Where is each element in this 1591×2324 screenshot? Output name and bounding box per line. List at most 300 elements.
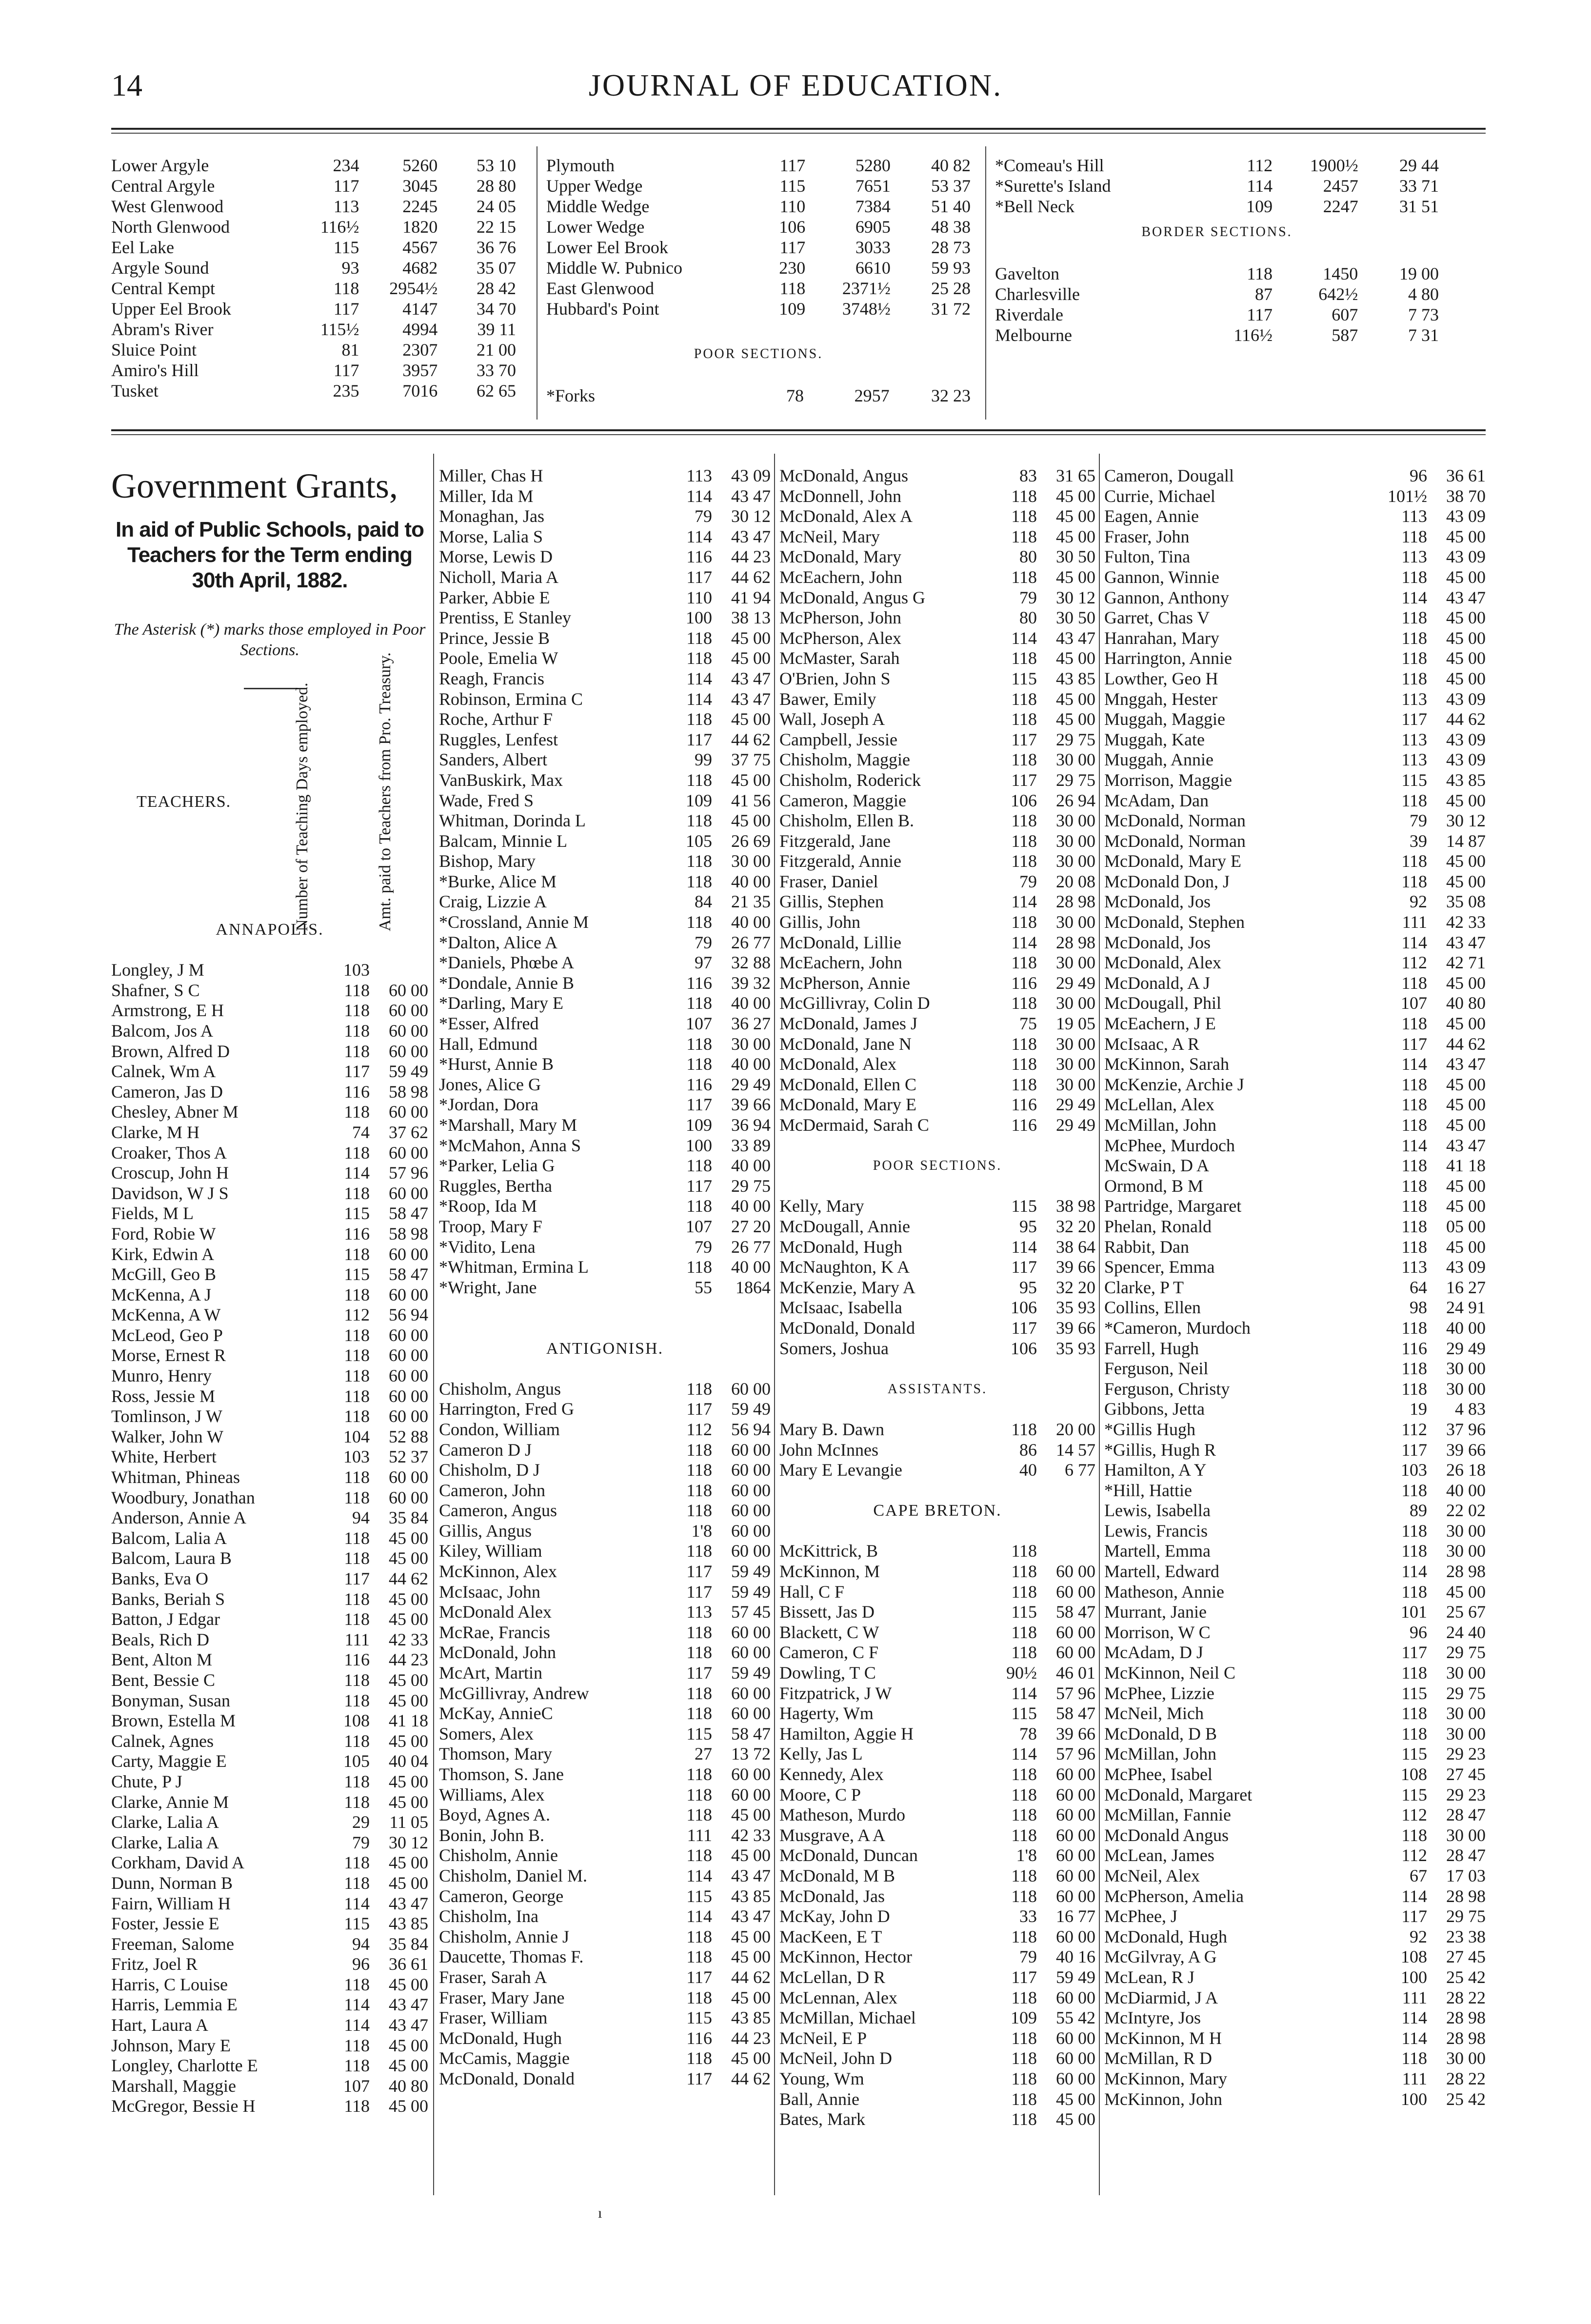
amount-paid: 35 08: [1446, 892, 1486, 912]
amount-paid: 43 85: [731, 2008, 771, 2028]
teacher-name: McKenzie, Mary A: [779, 1277, 915, 1297]
teacher-name: McKinnon, Hector: [779, 1947, 912, 1967]
amount-paid: 39 32: [731, 973, 771, 993]
teaching-days: 115: [1401, 770, 1427, 790]
teaching-days: 117: [686, 729, 712, 749]
spacer: [111, 940, 428, 961]
amount-paid: [1037, 1541, 1095, 1562]
cell-value: 2245: [402, 197, 438, 216]
teaching-days: 98: [1410, 1298, 1427, 1318]
teacher-name: McPhee, Isabel: [1104, 1764, 1213, 1784]
amount-paid: 58 47: [389, 1203, 428, 1223]
teacher-row: [1104, 872, 1486, 892]
teaching-days: 79: [1019, 1947, 1037, 1967]
teacher-row: [779, 1278, 1095, 1298]
amount-paid: 45 00: [731, 1805, 771, 1825]
teaching-days: 114: [1401, 1135, 1427, 1155]
amount-paid: 29 49: [1446, 1338, 1486, 1358]
teacher-name: Foster, Jessie E: [111, 1914, 219, 1934]
amount-paid: 30 00: [1446, 1723, 1486, 1743]
teacher-row: [779, 1237, 1095, 1258]
amount-paid: 29 75: [1056, 770, 1095, 790]
teaching-days: 118: [686, 851, 712, 871]
teacher-name: Hamilton, Aggie H: [779, 1723, 914, 1743]
teacher-row: [439, 973, 771, 994]
teacher-name: Hanrahan, Mary: [1104, 628, 1219, 648]
cell-value: 78: [786, 386, 804, 405]
spacer: [779, 1359, 1095, 1379]
amount-paid: 60 00: [389, 1487, 428, 1507]
teaching-days: 109: [686, 790, 712, 810]
teacher-name: *Parker, Lelia G: [439, 1156, 555, 1176]
teacher-row: [111, 1711, 428, 1731]
teaching-days: 74: [352, 1122, 370, 1142]
table-row: [111, 360, 516, 381]
table-row: [546, 299, 971, 319]
teacher-name: McDonald, M B: [779, 1865, 895, 1885]
cell-value: 1820: [402, 217, 438, 237]
teacher-row: [1104, 1724, 1486, 1744]
teacher-row: [779, 912, 1095, 933]
teaching-days: 99: [695, 750, 712, 770]
teacher-name: Bent, Bessie C: [111, 1670, 215, 1690]
amount-paid: 45 00: [389, 1792, 428, 1812]
teacher-name: Morse, Lewis D: [439, 547, 553, 567]
teacher-name: Cameron, Maggie: [779, 790, 906, 810]
teaching-days: 118: [686, 1480, 712, 1500]
teaching-days: 118: [1401, 851, 1427, 871]
teacher-row: [439, 1825, 771, 1846]
cell-value: 118: [1247, 264, 1273, 283]
amount-paid: 60 00: [731, 1480, 771, 1500]
section-name: Riverdale: [995, 305, 1063, 324]
teacher-row: [779, 953, 1095, 973]
amount-paid: 41 18: [389, 1711, 428, 1731]
teacher-row: [1104, 1967, 1486, 1988]
teaching-days: 117: [686, 567, 712, 587]
teacher-name: Parker, Abbie E: [439, 587, 550, 607]
amount-paid: 1864: [736, 1277, 771, 1297]
teaching-days: 90½: [1006, 1663, 1037, 1683]
teacher-name: Cameron D J: [439, 1440, 532, 1460]
teacher-name: McDonald, A J: [1104, 973, 1211, 993]
teacher-row: [779, 1602, 1095, 1623]
teaching-days: 117: [1011, 770, 1037, 790]
teaching-days: 115: [686, 1886, 712, 1906]
teacher-row: [439, 588, 771, 608]
teacher-row: [1104, 1399, 1486, 1420]
teacher-name: *Dalton, Alice A: [439, 932, 557, 952]
poor-sections-heading: POOR SECTIONS.: [694, 346, 823, 361]
teacher-row: [439, 486, 771, 507]
teacher-row: [779, 1034, 1095, 1055]
teacher-name: Cameron, Angus: [439, 1501, 557, 1521]
table-row: [111, 258, 516, 278]
section-name: West Glenwood: [111, 197, 224, 216]
teaching-days: 118: [1401, 1156, 1427, 1176]
teacher-name: Chute, P J: [111, 1771, 182, 1791]
teacher-name: McDougall, Annie: [779, 1216, 910, 1236]
amount-paid: 43 47: [731, 1906, 771, 1926]
cell-value: 2307: [402, 340, 438, 360]
teacher-row: [779, 2048, 1095, 2069]
teacher-row: [111, 1001, 428, 1021]
teacher-row: [439, 1663, 771, 1683]
amount-paid: 43 09: [1446, 547, 1486, 567]
teacher-name: Chisholm, Angus: [439, 1379, 561, 1399]
teacher-name: McKenna, A W: [111, 1305, 221, 1325]
teaching-days: 107: [343, 2076, 370, 2096]
teaching-days: 118: [1401, 871, 1427, 891]
amount-paid: 40 00: [731, 1257, 771, 1277]
teacher-row: [111, 960, 428, 981]
teacher-row: [779, 1764, 1095, 1785]
amount-paid: 16 77: [1056, 1906, 1095, 1926]
amount-paid: 36 27: [731, 1014, 771, 1034]
teacher-name: Mary E Levangie: [779, 1460, 902, 1480]
teaching-days: 111: [344, 1629, 370, 1649]
teacher-row: [111, 1772, 428, 1792]
teaching-days: 118: [344, 1386, 370, 1406]
top-divider-2: [985, 146, 986, 420]
cell-value: 28 42: [477, 279, 516, 298]
cell-value: 24 05: [477, 197, 516, 216]
teaching-days: 118: [1401, 648, 1427, 668]
amount-paid: 30 12: [389, 1832, 428, 1852]
teacher-row: [779, 709, 1095, 730]
teacher-name: McPherson, John: [779, 608, 901, 628]
amount-paid: 30 00: [1056, 953, 1095, 973]
teacher-name: McDonald Alex: [439, 1602, 552, 1622]
amount-paid: 37 62: [389, 1122, 428, 1142]
amount-paid: 45 00: [1446, 973, 1486, 993]
cell-value: 3748½: [842, 299, 891, 319]
teaching-days: 55: [695, 1277, 712, 1297]
amount-paid: 35 93: [1056, 1298, 1095, 1318]
teaching-days: 103: [343, 1447, 370, 1467]
amount-paid: 43 85: [731, 1886, 771, 1906]
teaching-days: 114: [1011, 892, 1037, 912]
teacher-name: Munro, Henry: [111, 1366, 212, 1386]
teacher-name: John McInnes: [779, 1440, 878, 1460]
teacher-row: [1104, 689, 1486, 710]
teacher-row: [779, 669, 1095, 689]
teacher-row: [1104, 730, 1486, 750]
section-name: Plymouth: [546, 156, 615, 175]
teaching-days: 116: [344, 1650, 370, 1670]
teacher-row: [439, 1399, 771, 1420]
teaching-days: 95: [1019, 1277, 1037, 1297]
teacher-name: Balcom, Lalia A: [111, 1528, 227, 1548]
teaching-days: 118: [344, 1244, 370, 1264]
cell-value: 115: [333, 238, 359, 257]
teacher-name: McGill, Geo B: [111, 1264, 216, 1284]
amount-paid: 60 00: [731, 1703, 771, 1723]
teacher-row: [779, 791, 1095, 811]
amount-paid: 35 84: [389, 1934, 428, 1954]
teacher-name: Gannon, Winnie: [1104, 567, 1219, 587]
teaching-days: 118: [1401, 567, 1427, 587]
teacher-row: [1104, 608, 1486, 628]
teaching-days: 115: [1401, 1744, 1427, 1764]
amount-paid: 28 47: [1446, 1845, 1486, 1865]
teacher-row: [779, 1947, 1095, 1967]
teaching-days: 114: [686, 526, 712, 546]
teacher-name: Muggah, Kate: [1104, 729, 1205, 749]
amount-paid: 57 45: [731, 1602, 771, 1622]
teaching-days: 100: [686, 608, 712, 628]
teacher-row: [439, 1703, 771, 1724]
teacher-name: Clarke, Lalia A: [111, 1812, 219, 1832]
cell-value: 113: [333, 197, 359, 216]
teacher-row: [111, 2076, 428, 2097]
amount-paid: 45 00: [1056, 2089, 1095, 2109]
teaching-days: 116: [686, 1074, 712, 1094]
teacher-name: McMillan, John: [1104, 1115, 1216, 1135]
teacher-name: Tomlinson, J W: [111, 1406, 222, 1426]
teacher-row: [111, 2096, 428, 2117]
teaching-days: 118: [344, 1142, 370, 1162]
teacher-row: [439, 527, 771, 547]
teacher-row: [1104, 1257, 1486, 1278]
cell-value: 4682: [402, 258, 438, 278]
teacher-name: McCamis, Maggie: [439, 2048, 570, 2068]
teacher-row: [439, 1156, 771, 1176]
amount-paid: 43 47: [731, 486, 771, 506]
teacher-name: Brown, Estella M: [111, 1711, 236, 1731]
amount-paid: 57 96: [1056, 1683, 1095, 1703]
mid-rule: [111, 429, 1486, 431]
amount-paid: 45 00: [389, 1690, 428, 1710]
section-name: Abram's River: [111, 320, 214, 339]
amount-paid: 30 00: [1446, 1541, 1486, 1561]
teacher-name: McEachern, J E: [1104, 1014, 1216, 1034]
teacher-row: [1104, 1886, 1486, 1907]
teaching-days: 118: [344, 1548, 370, 1568]
amount-paid: 38 98: [1056, 1196, 1095, 1216]
cell-value: 587: [1332, 325, 1358, 345]
amount-paid: 40 00: [1446, 1480, 1486, 1500]
teacher-row: [1104, 811, 1486, 831]
teaching-days: 114: [1011, 628, 1037, 648]
teacher-row: [111, 2015, 428, 2036]
teaching-days: 114: [344, 1893, 370, 1913]
amount-paid: 43 47: [389, 1893, 428, 1913]
teacher-name: McKenzie, Archie J: [1104, 1074, 1244, 1094]
teacher-row: [111, 1386, 428, 1407]
teaching-days: 118: [1011, 648, 1037, 668]
spacer: [439, 1318, 771, 1339]
teacher-name: McDonald, Alex: [1104, 953, 1221, 973]
teaching-days: 118: [344, 2096, 370, 2116]
teacher-name: Garret, Chas V: [1104, 608, 1210, 628]
cell-value: 7016: [402, 381, 438, 401]
teacher-row: [439, 648, 771, 669]
teaching-days: 92: [1410, 1926, 1427, 1946]
teaching-days: 67: [1410, 1865, 1427, 1885]
amount-paid: 30 00: [731, 851, 771, 871]
teacher-name: Clarke, M H: [111, 1122, 199, 1142]
cell-value: 117: [333, 176, 359, 196]
spacer: [779, 1176, 1095, 1197]
teaching-days: 107: [1401, 993, 1427, 1013]
amount-paid: 25 67: [1446, 1602, 1486, 1622]
amount-paid: 45 00: [731, 628, 771, 648]
teaching-days: 118: [344, 1001, 370, 1021]
teaching-days: 112: [344, 1305, 370, 1325]
teacher-name: Bissett, Jas D: [779, 1602, 875, 1622]
amount-paid: 30 00: [1446, 1379, 1486, 1399]
teacher-row: [439, 1764, 771, 1785]
teaching-days: 118: [1011, 1825, 1037, 1845]
teaching-days: 116: [344, 1082, 370, 1102]
header-rule-2: [111, 133, 1486, 134]
teacher-row: [111, 1975, 428, 1995]
page-title: JOURNAL OF EDUCATION.: [588, 68, 1003, 102]
teacher-row: [779, 1217, 1095, 1237]
teacher-row: [439, 2028, 771, 2049]
amount-paid: 43 09: [1446, 689, 1486, 709]
teaching-days: 79: [352, 1832, 370, 1852]
cell-value: 22 15: [477, 217, 516, 237]
teacher-row: [779, 811, 1095, 831]
teacher-name: McPhee, J: [1104, 1906, 1177, 1926]
teaching-days: 115: [344, 1203, 370, 1223]
teaching-days: 118: [344, 1873, 370, 1893]
teaching-days: 118: [1401, 1237, 1427, 1257]
teaching-days: 108: [1401, 1947, 1427, 1967]
teacher-name: Martell, Emma: [1104, 1541, 1211, 1561]
amount-paid: 42 33: [731, 1825, 771, 1845]
teacher-row: [439, 1420, 771, 1440]
teaching-days: 118: [344, 980, 370, 1000]
teacher-name: Condon, William: [439, 1419, 560, 1439]
amount-paid: 45 00: [1446, 668, 1486, 688]
table-row: [111, 299, 516, 319]
teaching-days: 116: [686, 973, 712, 993]
teaching-days: 115: [1401, 1683, 1427, 1703]
teacher-name: Bonin, John B.: [439, 1825, 545, 1845]
teaching-days: 112: [686, 1419, 712, 1439]
teaching-days: 115: [686, 2008, 712, 2028]
teaching-days: 118: [344, 1345, 370, 1365]
teacher-row: [1104, 1136, 1486, 1156]
teaching-days: 113: [1401, 506, 1427, 526]
teacher-name: Farrell, Hugh: [1104, 1338, 1199, 1358]
amount-paid: 60 00: [731, 1541, 771, 1561]
teacher-row: [779, 1744, 1095, 1764]
cell-value: 2371½: [842, 279, 891, 298]
teacher-name: Matheson, Annie: [1104, 1582, 1224, 1602]
teacher-name: McMillan, Fannie: [1104, 1805, 1231, 1825]
teacher-row: [111, 1954, 428, 1975]
amount-paid: 20 08: [1056, 871, 1095, 891]
amount-paid: 29 75: [1056, 729, 1095, 749]
teaching-days: 114: [1401, 1562, 1427, 1582]
amount-paid: 27 45: [1446, 1764, 1486, 1784]
teacher-name: Carty, Maggie E: [111, 1751, 227, 1771]
amount-paid: 60 00: [731, 1440, 771, 1460]
teaching-days: 92: [1410, 892, 1427, 912]
teacher-name: Chisholm, Ellen B.: [779, 811, 915, 831]
teacher-name: Thomson, S. Jane: [439, 1764, 564, 1784]
teacher-row: [779, 770, 1095, 791]
teacher-row: [1104, 1906, 1486, 1927]
teaching-days: 118: [1401, 1663, 1427, 1683]
amount-paid: 52 37: [389, 1447, 428, 1467]
teacher-name: McLennan, Alex: [779, 1987, 897, 2007]
teacher-row: [439, 1988, 771, 2008]
cell-value: 36 76: [477, 238, 516, 257]
cell-value: 114: [1247, 176, 1273, 196]
teacher-row: [1104, 993, 1486, 1014]
cell-value: 53 10: [477, 156, 516, 175]
teacher-row: [1104, 567, 1486, 588]
teaching-days: 101½: [1388, 486, 1427, 506]
amount-paid: 30 00: [1056, 1034, 1095, 1054]
teaching-days: 118: [344, 1771, 370, 1791]
teacher-name: McDonald, Duncan: [779, 1845, 918, 1865]
teacher-name: Ruggles, Lenfest: [439, 729, 558, 749]
teacher-name: McPherson, Amelia: [1104, 1886, 1244, 1906]
cell-value: 28 80: [477, 176, 516, 196]
teaching-days: 80: [1019, 547, 1037, 567]
footer-mark: ı: [598, 2205, 602, 2221]
amount-paid: 40 16: [1056, 1947, 1095, 1967]
amount-paid: 58 98: [389, 1223, 428, 1243]
teacher-row: [779, 1562, 1095, 1582]
amount-paid: 43 85: [1446, 770, 1486, 790]
teacher-name: Calnek, Wm A: [111, 1062, 216, 1082]
teacher-name: Boyd, Agnes A.: [439, 1805, 551, 1825]
teaching-days: 116: [1401, 1338, 1427, 1358]
teaching-days: 114: [1401, 587, 1427, 607]
cell-value: 4147: [402, 299, 438, 319]
teacher-row: [111, 2036, 428, 2056]
teacher-row: [779, 648, 1095, 669]
teacher-row: [439, 2008, 771, 2028]
amount-paid: 60 00: [1056, 1805, 1095, 1825]
teacher-name: Brown, Alfred D: [111, 1041, 230, 1061]
teacher-name: Woodbury, Jonathan: [111, 1487, 255, 1507]
cell-value: 19 00: [1399, 264, 1439, 283]
teacher-row: [439, 1602, 771, 1623]
amount-paid: 27 45: [1446, 1947, 1486, 1967]
amount-paid: 20 00: [1056, 1419, 1095, 1439]
teacher-row: [439, 1115, 771, 1136]
teacher-name: Fitzgerald, Jane: [779, 831, 891, 851]
teaching-days: 118: [1011, 1926, 1037, 1946]
amount-paid: 43 85: [389, 1914, 428, 1934]
teacher-name: *Daniels, Phœbe A: [439, 953, 574, 973]
teacher-row: [779, 567, 1095, 588]
teacher-row: [439, 1744, 771, 1764]
amount-paid: 35 84: [389, 1508, 428, 1528]
teaching-days: 118: [344, 2056, 370, 2076]
teacher-name: *Crossland, Annie M: [439, 912, 589, 932]
teacher-name: Muggah, Annie: [1104, 750, 1213, 770]
teaching-days: 118: [686, 1764, 712, 1784]
cell-value: 6610: [855, 258, 891, 278]
teacher-row: [1104, 1521, 1486, 1542]
amount-paid: 45 00: [731, 1987, 771, 2007]
teaching-days: 113: [1401, 729, 1427, 749]
teacher-name: McGregor, Bessie H: [111, 2096, 256, 2116]
amount-paid: 37 96: [1446, 1419, 1486, 1439]
teacher-row: [779, 1014, 1095, 1034]
amount-paid: 45 00: [389, 1670, 428, 1690]
teacher-name: McNeil, John D: [779, 2048, 892, 2068]
